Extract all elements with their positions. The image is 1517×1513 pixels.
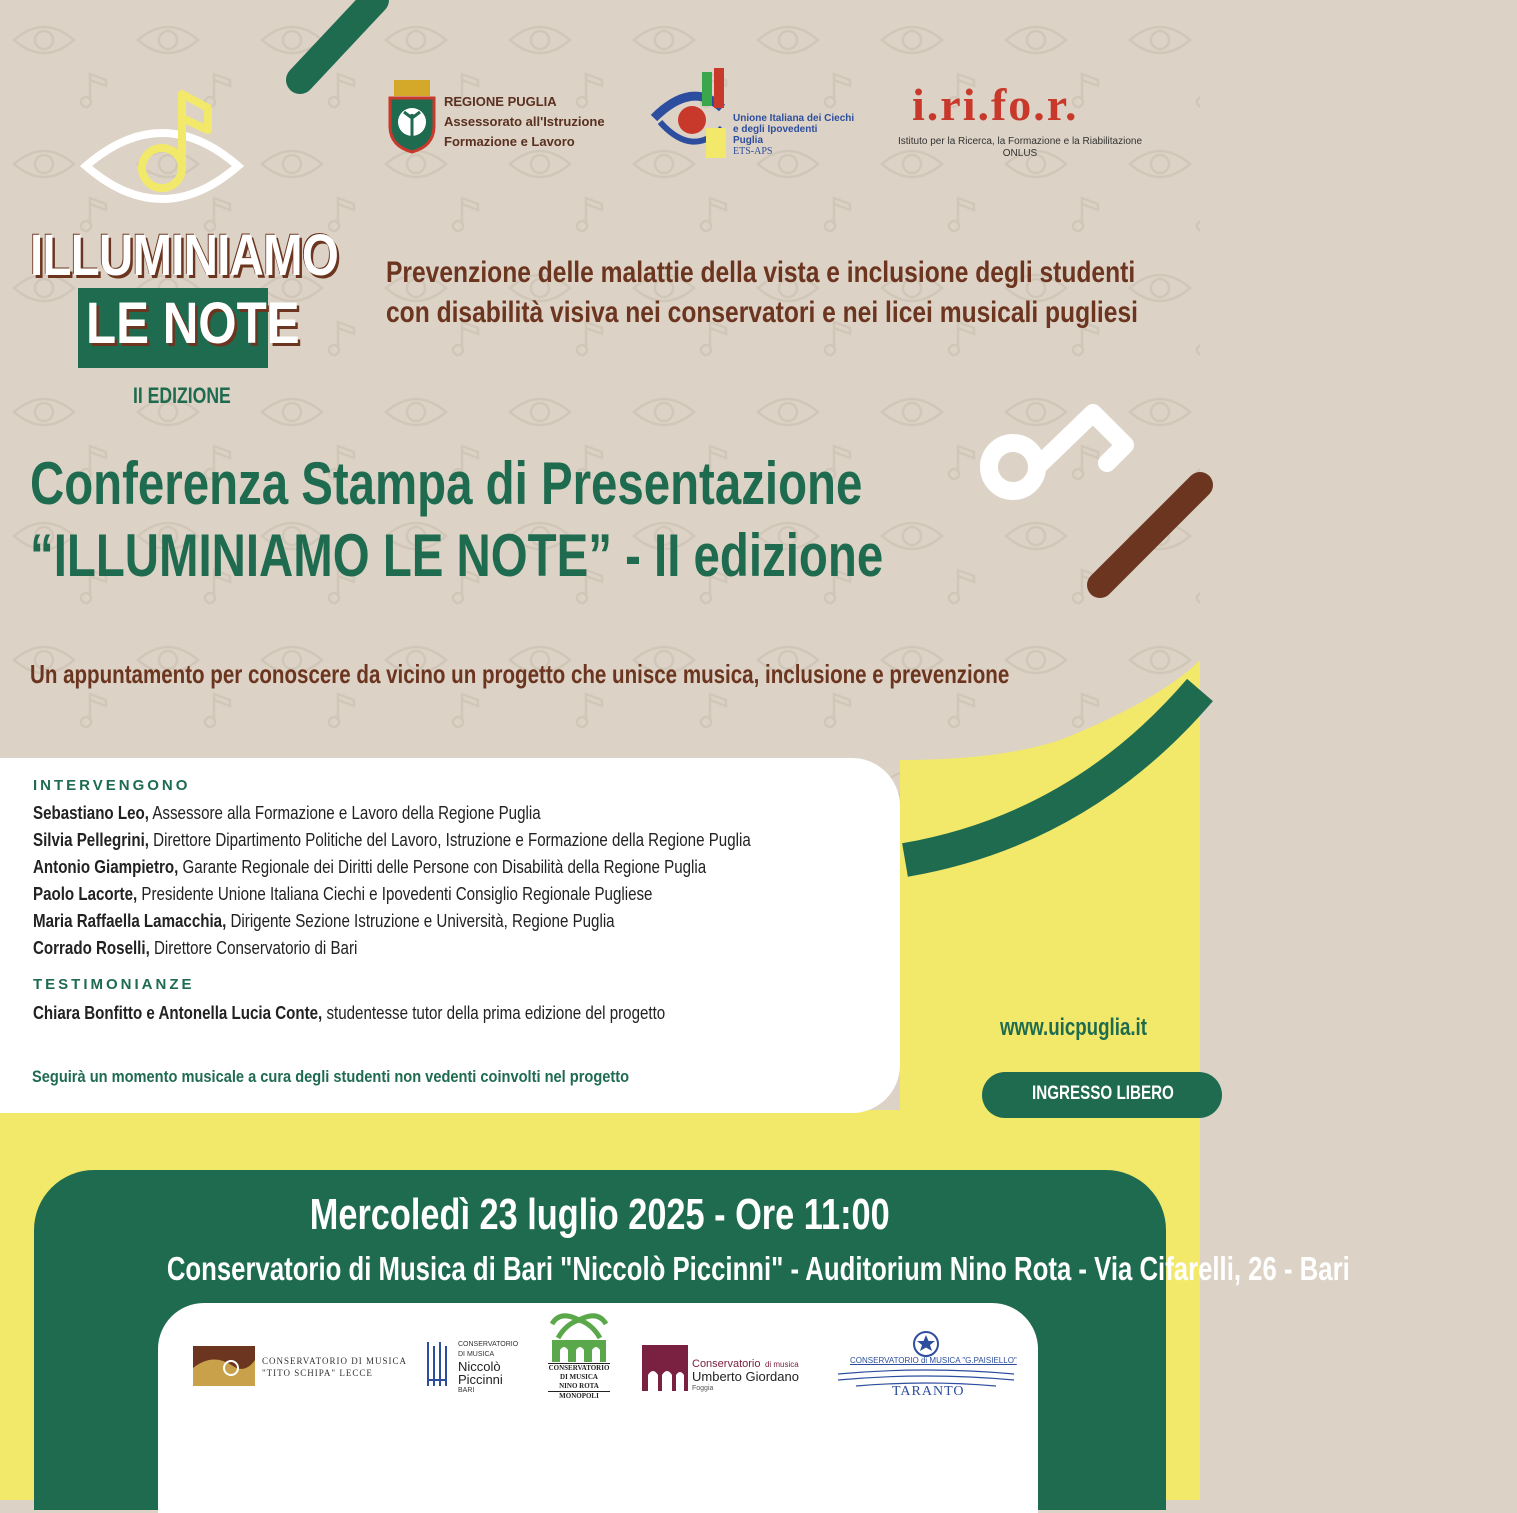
speaker-row (33, 935, 751, 962)
event-venue: Conservatorio di Musica di Bari "Niccolò Piccinni" - Auditorium Nino Rota - Via Cifarelli, 26 - Bari (166, 1250, 1350, 1287)
monopoli-line3: NINO ROTA (559, 1382, 599, 1390)
monopoli-conservatory-text (548, 1363, 610, 1401)
uic-line2: e degli Ipovedenti (733, 124, 818, 135)
taranto-emblem-icon (912, 1330, 940, 1358)
speaker-row (33, 800, 751, 827)
monopoli-line4: MONOPOLI (548, 1391, 610, 1401)
irifor-subtitle-line2: ONLUS (1002, 148, 1038, 159)
monopoli-conservatory-logo-icon (550, 1310, 608, 1362)
musical-moment-note: Seguirà un momento musicale a cura degli studenti non vedenti coinvolti nel progetto (32, 1067, 630, 1086)
speaker-role: Direttore Conservatorio di Bari (153, 938, 358, 958)
speaker-name: Sebastiano Leo, (33, 803, 149, 823)
speaker-name: Maria Raffaella Lamacchia, (33, 911, 227, 931)
foggia-line2: di musica (764, 1360, 799, 1369)
conference-title-line2: “ILLUMINIAMO LE NOTE” - II edizione (30, 522, 884, 589)
bari-line5: BARI (458, 1387, 475, 1394)
event-date-row (0, 1190, 1200, 1240)
foggia-conservatory-logo-icon (642, 1345, 688, 1391)
speaker-role: Dirigente Sezione Istruzione e Università, Regione Puglia (230, 911, 615, 931)
bari-line3: Niccolò (458, 1359, 501, 1374)
free-entry-label: INGRESSO LIBERO (1032, 1083, 1174, 1104)
regione-puglia-line1: REGIONE PUGLIA (444, 94, 557, 109)
uic-line4: ETS-APS (733, 146, 773, 157)
uic-line3: Puglia (733, 135, 764, 146)
logo-title-line1: ILLUMINIAMO (30, 223, 338, 288)
speaker-name: Antonio Giampietro, (33, 857, 179, 877)
irifor-subtitle (870, 136, 1170, 160)
event-date: Mercoledì 23 luglio 2025 - Ore 11:00 (310, 1190, 890, 1239)
irifor-subtitle-line1: Istituto per la Ricerca, la Formazione e la Riabilitazione (898, 136, 1142, 147)
monopoli-line1: CONSERVATORIO (548, 1364, 610, 1372)
regione-puglia-line2: Assessorato all'Istruzione (444, 114, 605, 129)
eye-music-note-icon (80, 88, 245, 218)
testimonial-role: studentesse tutor della prima edizione del progetto (326, 1003, 666, 1023)
foggia-line4: Foggia (692, 1385, 714, 1392)
speakers-label: INTERVENGONO (33, 777, 191, 794)
speaker-name: Corrado Roselli, (33, 938, 150, 958)
speaker-name: Silvia Pellegrini, (33, 830, 149, 850)
taranto-line1: CONSERVATORIO di MUSICA "G.PAISIELLO" (850, 1356, 1017, 1365)
testimonials-label: TESTIMONIANZE (33, 976, 195, 993)
taranto-line2: TARANTO (892, 1384, 965, 1399)
event-venue-row (0, 1250, 1350, 1288)
speaker-role: Garante Regionale dei Diritti delle Persone con Disabilità della Regione Puglia (182, 857, 707, 877)
website-link[interactable]: www.uicpuglia.it (1000, 1014, 1147, 1041)
speaker-role: Assessore alla Formazione e Lavoro della Regione Puglia (152, 803, 541, 823)
logo-title-line2: LE NOTE (86, 291, 300, 356)
bari-line4: Piccinni (458, 1372, 503, 1387)
logo-edition: II EDIZIONE (133, 383, 231, 408)
testimonials-list (33, 1000, 786, 1027)
lecce-line2: "TITO SCHIPA" LECCE (262, 1368, 373, 1378)
lecce-conservatory-logo-icon (193, 1346, 255, 1386)
uic-line1: Unione Italiana dei Ciechi (733, 113, 855, 124)
irifor-logo: i.ri.fo.r. (912, 79, 1079, 130)
foggia-line1: Conservatorio (692, 1358, 761, 1370)
testimonial-name: Chiara Bonfitto e Antonella Lucia Conte, (33, 1003, 323, 1023)
uic-logo-icon (652, 68, 736, 168)
conference-title (30, 448, 883, 592)
project-subtitle (386, 253, 1138, 333)
foggia-line3: Umberto Giordano (692, 1369, 799, 1384)
lecce-line1: CONSERVATORIO DI MUSICA (262, 1356, 407, 1366)
project-subtitle-line1: Prevenzione delle malattie della vista e inclusione degli studenti (386, 256, 1136, 289)
music-note-decoration-icon (975, 395, 1155, 515)
speaker-row (33, 827, 751, 854)
monopoli-line2: DI MUSICA (560, 1373, 598, 1381)
conference-title-line1: Conferenza Stampa di Presentazione (30, 450, 863, 517)
testimonial-row (33, 1000, 665, 1027)
speaker-row (33, 881, 751, 908)
bari-conservatory-logo-icon (425, 1340, 453, 1388)
bari-conservatory-text (458, 1340, 518, 1396)
speaker-role: Direttore Dipartimento Politiche del Lavoro, Istruzione e Formazione della Regione Puglia (153, 830, 751, 850)
speakers-list (33, 800, 887, 962)
bari-line2: DI MUSICA (458, 1351, 495, 1358)
conference-tagline: Un appuntamento per conoscere da vicino un progetto che unisce musica, inclusione e prevenzione (30, 659, 1010, 689)
regione-puglia-line3: Formazione e Lavoro (444, 134, 575, 149)
speaker-row (33, 908, 751, 935)
regione-puglia-crest-icon (388, 80, 436, 154)
speaker-name: Paolo Lacorte, (33, 884, 138, 904)
bari-line1: CONSERVATORIO (458, 1341, 519, 1348)
speaker-row (33, 854, 751, 881)
speaker-role: Presidente Unione Italiana Ciechi e Ipovedenti Consiglio Regionale Pugliese (141, 884, 653, 904)
project-subtitle-line2: con disabilità visiva nei conservatori e nei licei musicali pugliesi (386, 296, 1138, 329)
foggia-conservatory-text (692, 1357, 799, 1395)
